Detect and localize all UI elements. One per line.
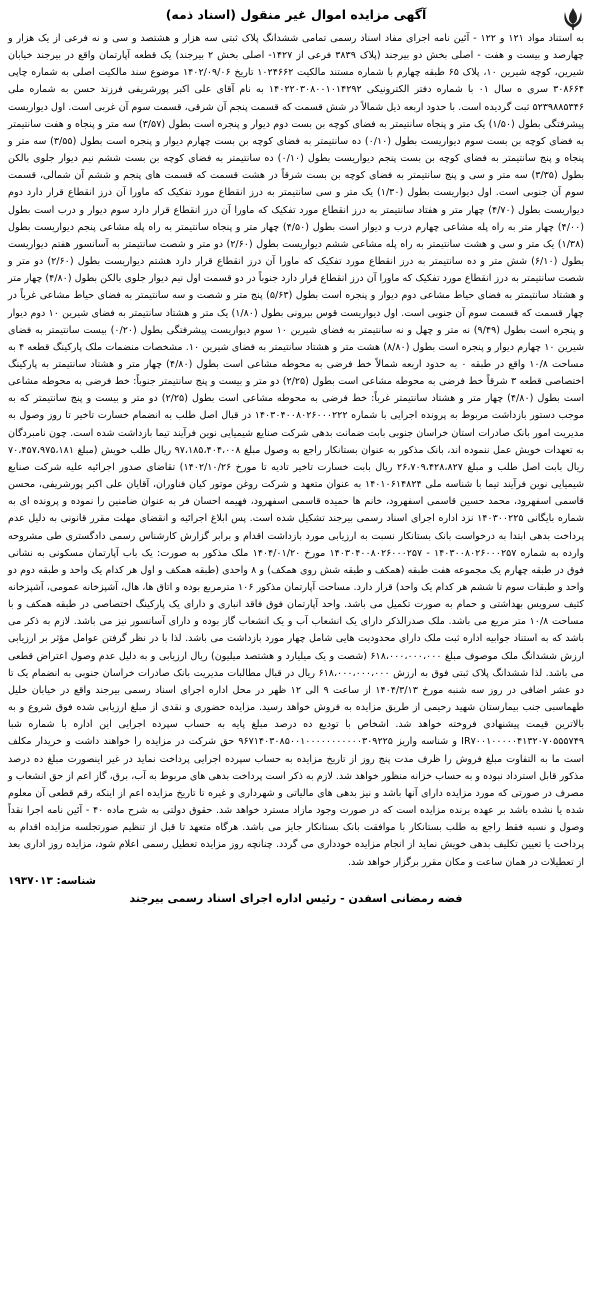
national-emblem-icon <box>560 6 586 32</box>
notice-title: آگهی مزایده اموال غیر منقول (اسناد ذمه) <box>165 7 427 22</box>
notice-id-code: شناسه: ۱۹۳۷۰۱۳ <box>8 874 96 887</box>
signatory-line: فضه رمضانی اسفدن - رئیس اداره اجرای اسناد رسمی بیرجند <box>129 891 463 905</box>
notice-body: به استناد مواد ۱۲۱ و ۱۲۲ - آئین نامه اجرای مفاد اسناد رسمی تمامی ششدانگ پلاک ثبتی سه هزار و هشتصد و سی و نه فرعی از یک هزار و چهارصد و بیست و هفت - اصلی بخش دو بیرجند (پلاک ۳۸۳۹ فرعی از ۱۴۲۷- اصلی بخش ۲ بیرجند) یک قطعه آپارتمان واقع در بیرجند خیابان شیرین، کوچه شیرین ۱۰، پلاک ۶۵ طبقه چهارم با شماره مستند مالکیت ۱۰۲۴۶۶۲ تاریخ ۱۴۰۲/۰۹/۰۶ موضوع سند مالکیت اصلی به شماره چاپی ۳۰۸۶۶۴ سری ه سال ۰۱ با شماره دفتر الکترونیکی ۱۴۰۲۲۰۳۰۸۰۰۱۰۱۴۲۹۲ به نام آقای علی اکبر پورشریفی فرزند حسن به شماره ملی ۵۲۳۹۸۸۵۳۴۶ ثبت گردیده است. با حدود اربعه ذیل شمالاً در شش قسمت که قسمت پنجم آن شرقی، قسمت سوم آن غربی است. اول دیواریست پیشرفتگی بطول (۱/۵۰) یک متر و پنجاه سانتیمتر به فضای کوچه بن بست دوم دیوار و پنجره است بطول (۳/۵۷) سه متر و پنجاه و هفت سانتیمتر به فضای کوچه بن بست سوم دیواریست بطول (۰/۱۰) ده سانتیمتر به فضای کوچه بن بست چهارم دیوار و پنجره است بطول (۳/۵۵) سه متر و پنجاه و پنج سانتیمتر به فضای کوچه بن بست پنجم دیواریست بطول (۰/۱۰) ده سانتیمتر به فضای کوچه بن بست ششم نیم دیوار جلوی بالکن بطول (۳/۳۵) سه متر و سی و پنج سانتیمتر به فضای کوچه بن بست شرقاً در هشت قسمت که قسمت های پنجم و ششم آن شمالی، قسمت سوم آن جنوبی است. اول دیواریست بطول (۱/۳۰) یک متر و سی سانتیمتر به درز انقطاع مورد تفکیک که ماورا آن درز انقطاع قرار دارد دوم دیواریست بطول (۴/۷۰) چهار متر و هفتاد سانتیمتر به درز انقطاع مورد تفکیک که ماورا آن درز انقطاع قرار دارد سوم دیوار و درب است بطول (۴/۰۰) چهار متر به راه پله مشاعی چهارم درب و دیوار است بطول (۴/۵۰) چهار متر و پنجاه سانتیمتر به راه پله مشاعی پنجم دیواریست بطول (۱/۳۸) یک متر و سی و هشت سانتیمتر به راه پله مشاعی ششم دیواریست بطول (۲/۶۰) دو متر و شصت سانتیمتر به آسانسور هفتم دیواریست بطول (۶/۱۰) شش متر و ده سانتیمتر به درز انقطاع مورد تفکیک که ماورا آن درز انقطاع قرار دارد هشتم دیواریست بطول (۲/۶۰) دو متر و شصت سانتیمتر به درز انقطاع مورد تفکیک که ماورا آن درز انقطاع قرار دارد جنوباً در دو قسمت اول نیم دیوار جلوی بالکن بطول (۴/۸۰) چهار متر و هشتاد سانتیمتر به فضای حیاط مشاعی دوم دیوار و پنجره است بطول (۵/۶۳) پنج متر و شصت و سه سانتیمتر به فضای حیاط مشاعی غرباً در چهار قسمت که قسمت سوم آن جنوبی است. اول دیواریست قوس بیرونی بطول (۱/۸۰) یک متر و هشتاد سانتیمتر به فضای شیرین ۱۰ دوم دیوار و پنجره است بطول (۹/۴۹) نه متر و چهل و نه سانتیمتر به فضای شیرین ۱۰ سوم دیواریست پیشرفتگی بطول (۰/۲۰) بیست سانتیمتر به فضای شیرین ۱۰ چهارم دیوار و پنجره است بطول (۸/۸۰) هشت متر و هشتاد سانتیمتر به فضای شیرین ۱۰. مشخصات منضمات ملک پارکینگ قطعه ۴ به مساحت ۱۰/۸ واقع در طبقه ۰ به حدود اربعه شمالاً خط فرضی به محوطه مشاعی است بطول (۴/۸۰) چهار متر و هشتاد سانتیمتر به پارکینگ اختصاصی قطعه ۳ شرقاً خط فرضی به محوطه مشاعی است بطول (۲/۲۵) دو متر و بیست و پنج سانتیمتر جنوباً: خط فرضی به محوطه مشاعی است بطول (۴/۸۰) چهار متر و هشتاد سانتیمتر غرباً: خط فرضی به محوطه مشاعی است بطول (۲/۲۵) دو متر و بیست و پنج سانتیمتر که به موجب دستور بازداشت مربوط به پرونده اجرایی با شماره ۱۴۰۳۰۴۰۰۸۰۲۶۰۰۰۲۲۲ در قبال اصل طلب به انضمام خسارت تاخیر تا روز وصول به مدیریت امور بانک صادرات استان خراسان جنوبی بابت ضمانت بدهی شرکت صنایع شیمیایی نوین فرآیند تیما بازداشت شده است. چون نامبردگان به تعهدات خویش عمل ننموده اند، بانک مذکور به عنوان بستانکار راجع به وصول مبلغ ۹۷،۱۸۵،۴۰۴،۰۰۸ ریال طلب خویش (مبلغ ۷۰،۴۵۷،۹۷۵،۱۸۱ ریال بابت اصل طلب و مبلغ ۲۶،۷۰۹،۴۲۸،۸۲۷ ریال بابت خسارت تاخیر تادیه تا مورخ ۱۴۰۲/۱۰/۲۶) تقاضای صدور اجرائیه علیه شرکت صنایع شیمیایی نوین فرآیند تیما با شناسه ملی ۱۴۰۱۰۶۱۴۸۲۴ به عنوان متعهد و شرکت روغن موتور کیان فناوران، آقایان علی اکبر پورشریفی، محسن قاسمی اسفهرود، محمد حسین قاسمی اسفهرود، خانم ها حمیده قاسمی اسفهرود، فهیمه احسان فر به عنوان ضامنین را نموده و پرونده ای به شماره بایگانی ۱۴۰۳۰۰۲۲۵ نزد اداره اجرای اسناد رسمی بیرجند تشکیل شده است. پس ابلاغ اجرائیه و انقضای مهلت مقرر قانونی به دلیل عدم پرداخت بدهی ابتدا به درخواست بانک بستانکار نسبت به ارزیابی مورد بازداشت اقدام و برابر گزارش کارشناس رسمی دادگستری طی مشروحه وارده به شماره ۱۴۰۳۰۰۸۰۲۶۰۰۰۲۵۷ - ۱۴۰۳۰۴۰۰۸۰۲۶۰۰۰۲۵۷ مورخ ۱۴۰۴/۰۱/۲۰ ملک مذکور به صورت: یک باب آپارتمان مسکونی به نشانی فوق در طبقه چهارم یک مجموعه هفت طبقه (همکف و طبقه شش روی همکف) و ۸ واحدی (طبقه همکف و اول هر کدام یک واحد و طبقه دوم دو واحد و طبقات سوم تا ششم هر کدام یک واحد) قرار دارد. مساحت آپارتمان مذکور ۱۰۶ مترمربع بوده و اتاق ها، هال، آشپزخانه عمومی، آشپزخانه کثیف سرویس بهداشتی و حمام به صورت تکمیل می باشد. واحد آپارتمان فوق فاقد انباری و دارای یک پارکینگ اختصاصی در طبقه همکف و با مساحت ۱۰/۸ متر مربع می باشد. ملک صدرالذکر دارای یک انشعاب آب و یک انشعاب گاز بوده و دارای آسانسور نیز می باشد. لازم به ذکر می باشد که به استناد جوابیه اداره ثبت ملک دارای محدودیت هایی شامل چهار مورد بازداشت می باشد. لذا با در نظر گرفتن عوامل مؤثر بر ارزیابی ارزش ششدانگ ملک موصوف مبلغ ۶۱۸،۰۰۰،۰۰۰،۰۰۰ (شصت و یک میلیارد و هشتصد میلیون) ریال ارزیابی و به دلیل عدم وصول اعتراض قطعی می باشد. لذا ششدانگ پلاک ثبتی فوق به ارزش ۶۱۸،۰۰۰،۰۰۰،۰۰۰ ریال در قبال مطالبات مدیریت بانک صادرات خراسان جنوبی به انضمام یک تا دو عشر اضافی در روز سه شنبه مورخ ۱۴۰۴/۳/۱۳ از ساعت ۹ الی ۱۲ ظهر در محل اداره اجرای اسناد رسمی بیرجند واقع در خیابان خلیل طهماسبی جنب بیمارستان شهید رحیمی از طریق مزایده به فروش خواهد رسید. مزایده حضوری و نقدی از مبلغ ارزیابی شده فوق شروع و به بالاترین قیمت پیشنهادی فروخته خواهد شد. اشخاص با تودیع ده درصد مبلغ پایه به حساب سپرده اجرایی این اداره با شماره شبا IR۷۰۰۱۰۰۰۰۰۴۱۳۲۰۷۰۵۵۵۷۴۹ و شناسه واریز ۹۶۷۱۴۰۳۰۸۵۰۰۱۰۰۰۰۰۰۰۰۰۰۰۳۰۹۲۲۵ حق شرکت در مزایده را خواهند داشت و خریدار مکلف است ما به التفاوت مبلغ فروش را ظرف مدت پنج روز از تاریخ مزایده به حساب سپرده اجرایی پرداخت نماید در غیر اینصورت مبلغ ده درصد مذکور قابل استرداد نبوده و به حساب خزانه منظور خواهد شد. لازم به ذکر است پرداخت بدهی های مربوط به آب، برق، گاز اعم از حق انشعاب و مصرف در صورتی که مورد مزایده دارای آنها باشد و نیز بدهی های مالیاتی و شهرداری و غیره تا تاریخ مزایده اعم از اینکه رقم قطعی آن معلوم شده یا نشده باشد بر عهده برنده مزایده است که در صورت وجود مازاد مسترد خواهد شد. حقوق دولتی به شرح ماده ۴۰ - آئین نامه اجرا نقداً وصول و نسبه فقط راجع به طلب بستانکار با موافقت بانک بستانکار جایز می باشد. هرگاه متعهد تا قبل از تنظیم صورتجلسه مزایده اقدام به پرداخت یا تعیین تکلیف بدهی خویش نماید از انجام مزایده خودداری می گردد. چنانچه روز مزایده تعطیل رسمی اعلام شود، مزایده روز اداری بعد از تعطیلات در همان ساعت و مکان مقرر برگزار خواهد شد. <box>8 33 585 868</box>
